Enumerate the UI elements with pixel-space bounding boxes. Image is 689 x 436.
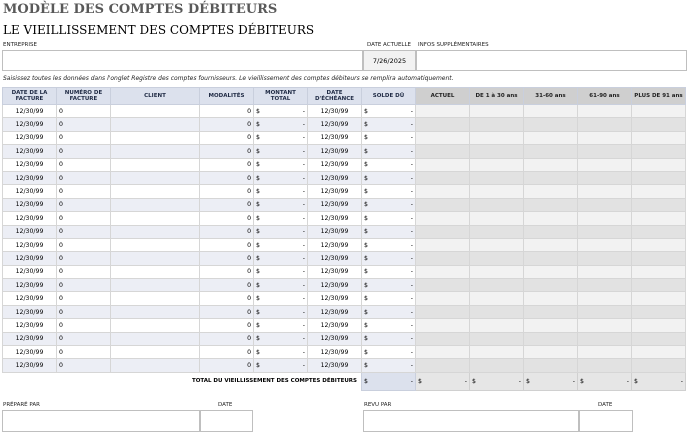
cell-invoice-number[interactable]: 0	[57, 319, 111, 332]
cell-due-date[interactable]: 12/30/99	[308, 225, 362, 238]
cell-61-90[interactable]	[578, 131, 632, 144]
cell-invoice-number[interactable]: 0	[57, 265, 111, 278]
table-row	[3, 225, 686, 238]
table-row	[3, 105, 686, 118]
cell-31-60[interactable]	[524, 198, 578, 211]
cell-1-30[interactable]	[470, 332, 524, 345]
aging-table	[2, 87, 686, 391]
cell-current[interactable]	[416, 238, 470, 251]
header-client: CLIENT	[111, 88, 200, 105]
instruction-note: Saisissez toutes les données dans l'onglet Registre des comptes fournisseurs. Le vieillissement des comptes débiteurs se remplira automatiquement.	[3, 75, 454, 82]
cell-balance-due[interactable]: $ -	[362, 158, 416, 171]
cell-terms[interactable]: 0	[200, 185, 254, 198]
cell-invoice-number[interactable]: 0	[57, 171, 111, 184]
cell-61-90[interactable]	[578, 118, 632, 131]
cell-31-60[interactable]	[524, 359, 578, 372]
cell-31-60[interactable]	[524, 332, 578, 345]
cell-invoice-date[interactable]: 12/30/99	[3, 279, 57, 292]
cell-due-date[interactable]: 12/30/99	[308, 359, 362, 372]
cell-current[interactable]	[416, 359, 470, 372]
cell-31-60[interactable]	[524, 319, 578, 332]
cell-1-30[interactable]	[470, 359, 524, 372]
table-row	[3, 171, 686, 184]
cell-client[interactable]	[111, 185, 200, 198]
header-balance-due: SOLDE DÛ	[362, 88, 416, 105]
cell-terms[interactable]: 0	[200, 105, 254, 118]
cell-91-plus[interactable]	[632, 158, 686, 171]
cell-invoice-number[interactable]: 0	[57, 359, 111, 372]
cell-terms[interactable]: 0	[200, 305, 254, 318]
cell-91-plus[interactable]	[632, 131, 686, 144]
cell-invoice-date[interactable]: 12/30/99	[3, 225, 57, 238]
cell-invoice-number[interactable]: 0	[57, 185, 111, 198]
cell-balance-due[interactable]: $ -	[362, 145, 416, 158]
extra-info-label: INFOS SUPPLÉMENTAIRES	[418, 42, 489, 48]
header-current: ACTUEL	[416, 88, 470, 105]
cell-due-date[interactable]: 12/30/99	[308, 145, 362, 158]
cell-terms[interactable]: 0	[200, 359, 254, 372]
cell-91-plus[interactable]	[632, 212, 686, 225]
cell-due-date[interactable]: 12/30/99	[308, 212, 362, 225]
cell-invoice-date[interactable]: 12/30/99	[3, 198, 57, 211]
cell-terms[interactable]: 0	[200, 346, 254, 359]
cell-total-amount[interactable]: $ -	[254, 359, 308, 372]
total-31-60: $ -	[524, 372, 578, 390]
cell-31-60[interactable]	[524, 171, 578, 184]
cell-terms[interactable]: 0	[200, 279, 254, 292]
cell-client[interactable]	[111, 131, 200, 144]
cell-due-date[interactable]: 12/30/99	[308, 105, 362, 118]
cell-invoice-date[interactable]: 12/30/99	[3, 118, 57, 131]
cell-total-amount[interactable]: $ -	[254, 105, 308, 118]
cell-invoice-number[interactable]: 0	[57, 332, 111, 345]
cell-due-date[interactable]: 12/30/99	[308, 319, 362, 332]
cell-91-plus[interactable]	[632, 252, 686, 265]
cell-91-plus[interactable]	[632, 359, 686, 372]
cell-61-90[interactable]	[578, 225, 632, 238]
cell-31-60[interactable]	[524, 118, 578, 131]
cell-terms[interactable]: 0	[200, 252, 254, 265]
cell-31-60[interactable]	[524, 279, 578, 292]
cell-invoice-number[interactable]: 0	[57, 305, 111, 318]
cell-61-90[interactable]	[578, 198, 632, 211]
cell-invoice-date[interactable]: 12/30/99	[3, 185, 57, 198]
cell-balance-due[interactable]: $ -	[362, 118, 416, 131]
cell-invoice-date[interactable]: 12/30/99	[3, 292, 57, 305]
cell-client[interactable]	[111, 105, 200, 118]
cell-client[interactable]	[111, 158, 200, 171]
cell-invoice-number[interactable]: 0	[57, 279, 111, 292]
cell-61-90[interactable]	[578, 105, 632, 118]
cell-61-90[interactable]	[578, 265, 632, 278]
cell-91-plus[interactable]	[632, 225, 686, 238]
cell-1-30[interactable]	[470, 212, 524, 225]
cell-31-60[interactable]	[524, 131, 578, 144]
total-label: TOTAL DU VIEILLISSEMENT DES COMPTES DÉBITEURS	[3, 372, 362, 390]
cell-1-30[interactable]	[470, 225, 524, 238]
cell-91-plus[interactable]	[632, 279, 686, 292]
cell-91-plus[interactable]	[632, 198, 686, 211]
cell-1-30[interactable]	[470, 198, 524, 211]
cell-client[interactable]	[111, 212, 200, 225]
cell-current[interactable]	[416, 305, 470, 318]
table-row	[3, 118, 686, 131]
cell-balance-due[interactable]: $ -	[362, 171, 416, 184]
cell-current[interactable]	[416, 198, 470, 211]
cell-due-date[interactable]: 12/30/99	[308, 238, 362, 251]
total-91-plus: $ -	[632, 372, 686, 390]
cell-terms[interactable]: 0	[200, 145, 254, 158]
cell-balance-due[interactable]: $ -	[362, 185, 416, 198]
cell-current[interactable]	[416, 265, 470, 278]
extra-info-field[interactable]	[416, 50, 687, 71]
cell-terms[interactable]: 0	[200, 238, 254, 251]
table-row	[3, 212, 686, 225]
cell-61-90[interactable]	[578, 238, 632, 251]
cell-invoice-number[interactable]: 0	[57, 346, 111, 359]
cell-61-90[interactable]	[578, 359, 632, 372]
cell-invoice-number[interactable]: 0	[57, 105, 111, 118]
cell-1-30[interactable]	[470, 346, 524, 359]
cell-91-plus[interactable]	[632, 265, 686, 278]
cell-client[interactable]	[111, 118, 200, 131]
cell-1-30[interactable]	[470, 105, 524, 118]
cell-61-90[interactable]	[578, 332, 632, 345]
cell-invoice-date[interactable]: 12/30/99	[3, 145, 57, 158]
cell-1-30[interactable]	[470, 279, 524, 292]
cell-invoice-number[interactable]: 0	[57, 118, 111, 131]
cell-balance-due[interactable]: $ -	[362, 105, 416, 118]
prepared-date-field[interactable]	[200, 410, 253, 432]
table-row	[3, 346, 686, 359]
cell-total-amount[interactable]: $ -	[254, 185, 308, 198]
page-title: MODÈLE DES COMPTES DÉBITEURS	[3, 2, 278, 17]
cell-due-date[interactable]: 12/30/99	[308, 265, 362, 278]
cell-terms[interactable]: 0	[200, 198, 254, 211]
cell-invoice-date[interactable]: 12/30/99	[3, 319, 57, 332]
cell-balance-due[interactable]: $ -	[362, 346, 416, 359]
cell-61-90[interactable]	[578, 252, 632, 265]
cell-61-90[interactable]	[578, 292, 632, 305]
cell-91-plus[interactable]	[632, 185, 686, 198]
cell-1-30[interactable]	[470, 145, 524, 158]
cell-1-30[interactable]	[470, 252, 524, 265]
cell-terms[interactable]: 0	[200, 171, 254, 184]
cell-invoice-date[interactable]: 12/30/99	[3, 265, 57, 278]
cell-balance-due[interactable]: $ -	[362, 131, 416, 144]
cell-invoice-number[interactable]: 0	[57, 225, 111, 238]
cell-balance-due[interactable]: $ -	[362, 305, 416, 318]
cell-client[interactable]	[111, 332, 200, 345]
cell-31-60[interactable]	[524, 185, 578, 198]
cell-91-plus[interactable]	[632, 305, 686, 318]
cell-total-amount[interactable]: $ -	[254, 332, 308, 345]
cell-client[interactable]	[111, 292, 200, 305]
cell-due-date[interactable]: 12/30/99	[308, 292, 362, 305]
cell-91-plus[interactable]	[632, 145, 686, 158]
table-row	[3, 292, 686, 305]
header-61-90: 61-90 ans	[578, 88, 632, 105]
cell-invoice-date[interactable]: 12/30/99	[3, 131, 57, 144]
table-row	[3, 279, 686, 292]
cell-invoice-date[interactable]: 12/30/99	[3, 346, 57, 359]
cell-client[interactable]	[111, 252, 200, 265]
cell-terms[interactable]: 0	[200, 131, 254, 144]
cell-61-90[interactable]	[578, 346, 632, 359]
cell-due-date[interactable]: 12/30/99	[308, 305, 362, 318]
cell-due-date[interactable]: 12/30/99	[308, 198, 362, 211]
cell-invoice-date[interactable]: 12/30/99	[3, 105, 57, 118]
prepared-by-field[interactable]	[2, 410, 200, 432]
cell-terms[interactable]: 0	[200, 158, 254, 171]
cell-invoice-number[interactable]: 0	[57, 131, 111, 144]
cell-client[interactable]	[111, 265, 200, 278]
cell-current[interactable]	[416, 332, 470, 345]
cell-terms[interactable]: 0	[200, 212, 254, 225]
cell-61-90[interactable]	[578, 305, 632, 318]
cell-91-plus[interactable]	[632, 171, 686, 184]
cell-client[interactable]	[111, 305, 200, 318]
cell-balance-due[interactable]: $ -	[362, 212, 416, 225]
cell-invoice-date[interactable]: 12/30/99	[3, 171, 57, 184]
cell-91-plus[interactable]	[632, 332, 686, 345]
table-row	[3, 198, 686, 211]
cell-invoice-number[interactable]: 0	[57, 252, 111, 265]
table-row	[3, 359, 686, 372]
cell-invoice-number[interactable]: 0	[57, 158, 111, 171]
cell-31-60[interactable]	[524, 238, 578, 251]
cell-31-60[interactable]	[524, 212, 578, 225]
cell-terms[interactable]: 0	[200, 319, 254, 332]
prepared-by-label: PRÉPARÉ PAR	[3, 402, 40, 408]
cell-client[interactable]	[111, 346, 200, 359]
cell-client[interactable]	[111, 225, 200, 238]
cell-total-amount[interactable]: $ -	[254, 171, 308, 184]
cell-1-30[interactable]	[470, 292, 524, 305]
cell-current[interactable]	[416, 346, 470, 359]
table-row	[3, 319, 686, 332]
cell-due-date[interactable]: 12/30/99	[308, 118, 362, 131]
cell-31-60[interactable]	[524, 252, 578, 265]
cell-invoice-date[interactable]: 12/30/99	[3, 252, 57, 265]
total-balance-due: $ -	[362, 372, 416, 390]
cell-balance-due[interactable]: $ -	[362, 292, 416, 305]
cell-invoice-number[interactable]: 0	[57, 145, 111, 158]
header-invoice-date: DATE DE LA FACTURE	[3, 88, 57, 105]
cell-due-date[interactable]: 12/30/99	[308, 131, 362, 144]
cell-terms[interactable]: 0	[200, 225, 254, 238]
cell-balance-due[interactable]: $ -	[362, 225, 416, 238]
cell-total-amount[interactable]: $ -	[254, 145, 308, 158]
cell-total-amount[interactable]: $ -	[254, 305, 308, 318]
cell-total-amount[interactable]: $ -	[254, 292, 308, 305]
cell-total-amount[interactable]: $ -	[254, 131, 308, 144]
cell-total-amount[interactable]: $ -	[254, 279, 308, 292]
cell-invoice-date[interactable]: 12/30/99	[3, 359, 57, 372]
cell-total-amount[interactable]: $ -	[254, 198, 308, 211]
reviewed-by-label: REVU PAR	[364, 402, 392, 408]
cell-current[interactable]	[416, 319, 470, 332]
cell-1-30[interactable]	[470, 305, 524, 318]
cell-invoice-date[interactable]: 12/30/99	[3, 305, 57, 318]
cell-61-90[interactable]	[578, 319, 632, 332]
cell-invoice-date[interactable]: 12/30/99	[3, 212, 57, 225]
header-31-60: 31-60 ans	[524, 88, 578, 105]
cell-61-90[interactable]	[578, 279, 632, 292]
cell-1-30[interactable]	[470, 265, 524, 278]
cell-91-plus[interactable]	[632, 105, 686, 118]
cell-current[interactable]	[416, 105, 470, 118]
cell-1-30[interactable]	[470, 185, 524, 198]
cell-client[interactable]	[111, 279, 200, 292]
cell-terms[interactable]: 0	[200, 292, 254, 305]
total-1-30: $ -	[470, 372, 524, 390]
cell-91-plus[interactable]	[632, 346, 686, 359]
total-row	[3, 372, 686, 390]
table-row	[3, 265, 686, 278]
total-61-90: $ -	[578, 372, 632, 390]
cell-1-30[interactable]	[470, 319, 524, 332]
cell-current[interactable]	[416, 279, 470, 292]
cell-due-date[interactable]: 12/30/99	[308, 346, 362, 359]
cell-client[interactable]	[111, 359, 200, 372]
reviewed-date-field[interactable]	[579, 410, 633, 432]
cell-total-amount[interactable]: $ -	[254, 118, 308, 131]
cell-invoice-date[interactable]: 12/30/99	[3, 332, 57, 345]
cell-balance-due[interactable]: $ -	[362, 332, 416, 345]
cell-1-30[interactable]	[470, 131, 524, 144]
cell-61-90[interactable]	[578, 185, 632, 198]
cell-31-60[interactable]	[524, 292, 578, 305]
cell-31-60[interactable]	[524, 105, 578, 118]
cell-current[interactable]	[416, 118, 470, 131]
cell-invoice-number[interactable]: 0	[57, 292, 111, 305]
cell-31-60[interactable]	[524, 265, 578, 278]
cell-balance-due[interactable]: $ -	[362, 265, 416, 278]
cell-balance-due[interactable]: $ -	[362, 198, 416, 211]
cell-91-plus[interactable]	[632, 319, 686, 332]
cell-balance-due[interactable]: $ -	[362, 238, 416, 251]
page-subtitle: LE VIEILLISSEMENT DES COMPTES DÉBITEURS	[3, 23, 315, 37]
cell-client[interactable]	[111, 238, 200, 251]
table-row	[3, 145, 686, 158]
cell-terms[interactable]: 0	[200, 265, 254, 278]
cell-due-date[interactable]: 12/30/99	[308, 171, 362, 184]
cell-current[interactable]	[416, 158, 470, 171]
header-1-30: DE 1 à 30 ans	[470, 88, 524, 105]
table-row	[3, 131, 686, 144]
cell-current[interactable]	[416, 292, 470, 305]
cell-31-60[interactable]	[524, 225, 578, 238]
current-date-label: DATE ACTUELLE	[367, 42, 412, 48]
cell-terms[interactable]: 0	[200, 118, 254, 131]
cell-1-30[interactable]	[470, 238, 524, 251]
cell-91-plus[interactable]	[632, 118, 686, 131]
cell-invoice-number[interactable]: 0	[57, 212, 111, 225]
total-current: $ -	[416, 372, 470, 390]
cell-91-plus[interactable]	[632, 292, 686, 305]
table-row	[3, 185, 686, 198]
prepared-date-label: DATE	[218, 402, 233, 408]
cell-91-plus[interactable]	[632, 238, 686, 251]
table-row	[3, 158, 686, 171]
table-row	[3, 305, 686, 318]
cell-invoice-number[interactable]: 0	[57, 238, 111, 251]
cell-terms[interactable]: 0	[200, 332, 254, 345]
cell-total-amount[interactable]: $ -	[254, 212, 308, 225]
cell-current[interactable]	[416, 145, 470, 158]
cell-current[interactable]	[416, 185, 470, 198]
cell-balance-due[interactable]: $ -	[362, 252, 416, 265]
cell-invoice-date[interactable]: 12/30/99	[3, 238, 57, 251]
cell-1-30[interactable]	[470, 171, 524, 184]
reviewed-by-field[interactable]	[363, 410, 579, 432]
header-invoice-number: NUMÉRO DE FACTURE	[57, 88, 111, 105]
cell-current[interactable]	[416, 252, 470, 265]
cell-61-90[interactable]	[578, 212, 632, 225]
header-total-amount: MONTANT TOTAL	[254, 88, 308, 105]
cell-due-date[interactable]: 12/30/99	[308, 332, 362, 345]
header-due-date: DATE D'ÉCHÉANCE	[308, 88, 362, 105]
cell-1-30[interactable]	[470, 118, 524, 131]
cell-client[interactable]	[111, 145, 200, 158]
cell-current[interactable]	[416, 212, 470, 225]
header-91-plus: PLUS DE 91 ans	[632, 88, 686, 105]
cell-invoice-date[interactable]: 12/30/99	[3, 158, 57, 171]
cell-total-amount[interactable]: $ -	[254, 252, 308, 265]
company-field[interactable]	[2, 50, 363, 71]
cell-current[interactable]	[416, 171, 470, 184]
cell-balance-due[interactable]: $ -	[362, 279, 416, 292]
cell-total-amount[interactable]: $ -	[254, 238, 308, 251]
table-row	[3, 238, 686, 251]
table-header-row	[3, 88, 686, 105]
cell-due-date[interactable]: 12/30/99	[308, 279, 362, 292]
cell-current[interactable]	[416, 131, 470, 144]
cell-total-amount[interactable]: $ -	[254, 346, 308, 359]
cell-1-30[interactable]	[470, 158, 524, 171]
cell-61-90[interactable]	[578, 145, 632, 158]
cell-total-amount[interactable]: $ -	[254, 158, 308, 171]
cell-31-60[interactable]	[524, 145, 578, 158]
table-row	[3, 252, 686, 265]
cell-current[interactable]	[416, 225, 470, 238]
cell-balance-due[interactable]: $ -	[362, 359, 416, 372]
company-label: ENTREPRISE	[3, 42, 37, 48]
cell-due-date[interactable]: 12/30/99	[308, 158, 362, 171]
cell-client[interactable]	[111, 171, 200, 184]
cell-31-60[interactable]	[524, 158, 578, 171]
cell-client[interactable]	[111, 319, 200, 332]
reviewed-date-label: DATE	[598, 402, 613, 408]
cell-61-90[interactable]	[578, 171, 632, 184]
cell-client[interactable]	[111, 198, 200, 211]
cell-total-amount[interactable]: $ -	[254, 265, 308, 278]
cell-balance-due[interactable]: $ -	[362, 319, 416, 332]
table-row	[3, 332, 686, 345]
cell-31-60[interactable]	[524, 305, 578, 318]
cell-31-60[interactable]	[524, 346, 578, 359]
current-date-field[interactable]: 7/26/2025	[363, 50, 416, 71]
cell-total-amount[interactable]: $ -	[254, 225, 308, 238]
cell-total-amount[interactable]: $ -	[254, 319, 308, 332]
cell-61-90[interactable]	[578, 158, 632, 171]
cell-due-date[interactable]: 12/30/99	[308, 185, 362, 198]
cell-invoice-number[interactable]: 0	[57, 198, 111, 211]
header-terms: MODALITÉS	[200, 88, 254, 105]
cell-due-date[interactable]: 12/30/99	[308, 252, 362, 265]
